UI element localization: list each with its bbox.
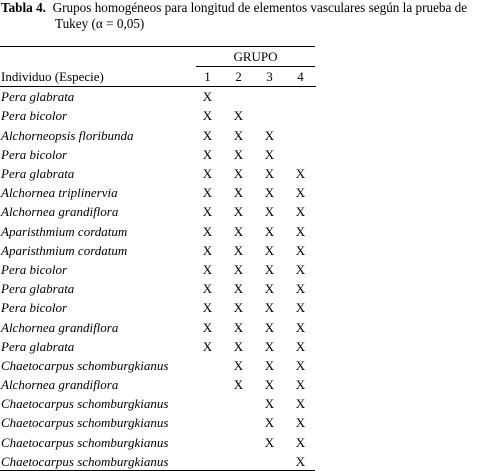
species-name-cell: Aparisthmium cordatum [1, 242, 128, 258]
group-3-cell: X [264, 166, 275, 182]
table-top-rule [0, 46, 315, 47]
group-3-cell: X [264, 396, 275, 412]
group-4-cell: X [295, 281, 306, 297]
group-4-cell: X [295, 415, 306, 431]
table-row [0, 337, 316, 356]
group-4-cell: X [295, 319, 306, 335]
group-1-cell: X [202, 166, 213, 182]
group-4-cell: X [295, 338, 306, 354]
column-header-group-3: 3 [254, 67, 285, 87]
table-row [0, 452, 316, 471]
group-3-cell [254, 87, 285, 107]
table-row [0, 183, 316, 202]
species-name-cell: Alchornea grandiflora [1, 204, 119, 220]
group-2-cell: X [233, 127, 244, 143]
table-row [0, 164, 316, 183]
group-4-cell: X [295, 223, 306, 239]
tukey-groups-table [0, 67, 316, 471]
species-name-cell: Chaetocarpus schomburgkianus [1, 434, 169, 450]
group-2-cell: X [233, 146, 244, 162]
group-1-cell: X [202, 242, 213, 258]
group-1-cell [192, 394, 223, 413]
table-row [0, 356, 316, 375]
group-1-cell: X [202, 204, 213, 220]
group-1-cell: X [202, 261, 213, 277]
group-3-cell [254, 452, 285, 471]
group-header: GRUPO [233, 49, 278, 64]
table-row [0, 375, 316, 394]
group-1-cell [192, 452, 223, 471]
table-row [0, 394, 316, 413]
species-name-cell: Chaetocarpus schomburgkianus [1, 357, 169, 373]
caption-text: Grupos homogéneos para longitud de elementos vasculares según la prueba de [52, 0, 468, 15]
table-row [0, 145, 316, 164]
group-4-cell [285, 87, 316, 107]
species-name-cell: Aparisthmium cordatum [1, 223, 128, 239]
species-name-cell: Pera glabrata [1, 89, 75, 105]
group-3-cell: X [264, 357, 275, 373]
table-row [0, 202, 316, 221]
species-name-cell: Pera glabrata [1, 281, 75, 297]
species-name-cell: Chaetocarpus schomburgkianus [1, 415, 169, 431]
table-row [0, 433, 316, 452]
column-header-group-1: 1 [192, 67, 223, 87]
group-4-cell: X [295, 242, 306, 258]
table-row [0, 298, 316, 317]
group-1-cell: X [202, 338, 213, 354]
species-name-cell: Chaetocarpus schomburgkianus [1, 453, 169, 469]
group-4-cell: X [295, 434, 306, 450]
group-2-cell: X [233, 185, 244, 201]
group-1-cell [192, 375, 223, 394]
species-name-cell: Pera glabrata [1, 166, 75, 182]
species-name-cell: Alchornea grandiflora [1, 319, 119, 335]
table-row [0, 106, 316, 125]
group-3-cell: X [264, 261, 275, 277]
group-3-cell: X [264, 185, 275, 201]
group-2-cell: X [233, 319, 244, 335]
table-row [0, 87, 316, 107]
group-1-cell: X [202, 89, 213, 105]
column-header-individual: Individuo (Especie) [0, 67, 192, 87]
table-row [0, 260, 316, 279]
table-row [0, 222, 316, 241]
group-3-cell: X [264, 300, 275, 316]
table-body [0, 87, 316, 471]
group-2-cell: X [233, 377, 244, 393]
group-1-cell: X [202, 300, 213, 316]
species-name-cell: Alchornea triplinervia [1, 185, 118, 201]
group-1-cell: X [202, 127, 213, 143]
group-4-cell: X [295, 261, 306, 277]
group-2-cell [223, 433, 254, 452]
group-1-cell: X [202, 319, 213, 335]
species-name-cell: Pera bicolor [1, 146, 68, 162]
group-2-cell [223, 394, 254, 413]
group-2-cell: X [233, 166, 244, 182]
group-1-cell [192, 356, 223, 375]
group-3-cell: X [264, 281, 275, 297]
table-row [0, 413, 316, 432]
group-1-cell [192, 433, 223, 452]
table-row [0, 126, 316, 145]
group-2-cell [223, 87, 254, 107]
group-4-cell: X [295, 300, 306, 316]
group-4-cell: X [295, 396, 306, 412]
group-3-cell: X [264, 434, 275, 450]
group-2-cell: X [233, 108, 244, 124]
group-2-cell [223, 452, 254, 471]
species-name-cell: Pera bicolor [1, 300, 68, 316]
group-4-cell [285, 126, 316, 145]
group-1-cell: X [202, 146, 213, 162]
table-caption [1, 0, 504, 32]
group-1-cell [192, 413, 223, 432]
group-2-cell: X [233, 300, 244, 316]
group-2-cell: X [233, 338, 244, 354]
group-2-cell: X [233, 242, 244, 258]
group-4-cell [285, 106, 316, 125]
species-name-cell: Chaetocarpus schomburgkianus [1, 396, 169, 412]
column-header-group-4: 4 [285, 67, 316, 87]
group-4-cell: X [295, 204, 306, 220]
species-name-cell: Pera bicolor [1, 108, 68, 124]
species-name-cell: Pera bicolor [1, 261, 68, 277]
group-3-cell: X [264, 338, 275, 354]
group-1-cell: X [202, 223, 213, 239]
group-1-cell: X [202, 185, 213, 201]
group-3-cell: X [264, 127, 275, 143]
table-row [0, 241, 316, 260]
group-4-cell: X [295, 453, 306, 469]
column-header-group-2: 2 [223, 67, 254, 87]
group-1-cell: X [202, 108, 213, 124]
group-4-cell: X [295, 357, 306, 373]
group-3-cell: X [264, 204, 275, 220]
caption-label: Tabla 4. [1, 0, 46, 15]
group-2-cell: X [233, 281, 244, 297]
group-3-cell [254, 106, 285, 125]
group-2-cell: X [233, 261, 244, 277]
group-3-cell: X [264, 415, 275, 431]
species-name-cell: Alchorneopsis floribunda [1, 127, 134, 143]
group-4-cell: X [295, 377, 306, 393]
group-4-cell: X [295, 185, 306, 201]
table-row [0, 279, 316, 298]
group-2-cell: X [233, 204, 244, 220]
group-3-cell: X [264, 223, 275, 239]
species-name-cell: Alchornea grandiflora [1, 377, 119, 393]
group-2-cell: X [233, 357, 244, 373]
group-2-cell: X [233, 223, 244, 239]
caption-line-2: Tukey (α = 0,05) [55, 16, 145, 31]
caption-line-1 [1, 0, 504, 16]
column-header-row [0, 67, 316, 87]
group-3-cell: X [264, 146, 275, 162]
group-3-cell: X [264, 319, 275, 335]
group-3-cell: X [264, 242, 275, 258]
group-3-cell: X [264, 377, 275, 393]
species-name-cell: Pera glabrata [1, 338, 75, 354]
group-2-cell [223, 413, 254, 432]
group-4-cell: X [295, 166, 306, 182]
group-1-cell: X [202, 281, 213, 297]
group-4-cell [285, 145, 316, 164]
table-row [0, 317, 316, 336]
